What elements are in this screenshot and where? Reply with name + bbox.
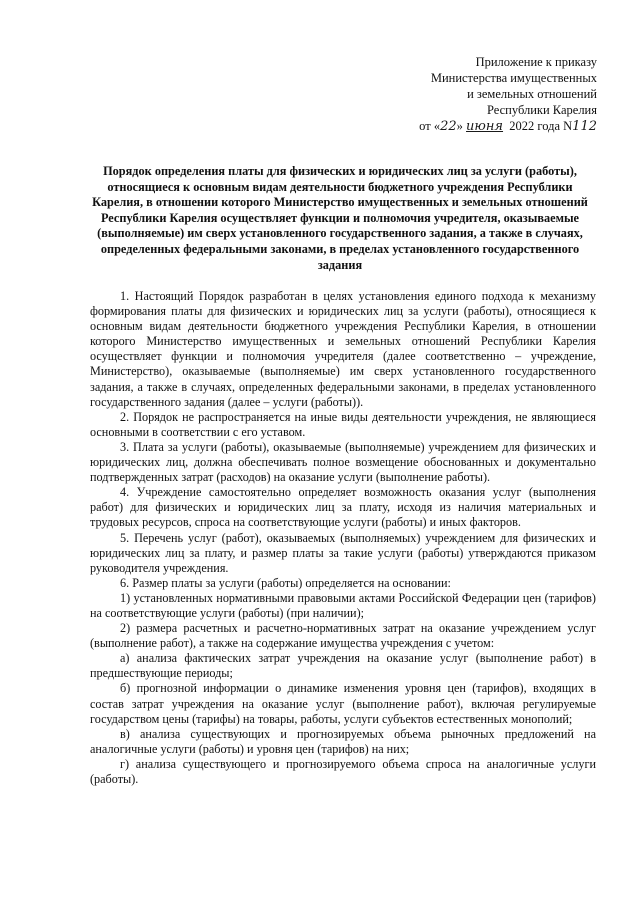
paragraph: г) анализа существующего и прогнозируемого объема спроса на аналогичные услуги (работы).	[90, 756, 596, 786]
paragraph: 6. Размер платы за услуги (работы) определяется на основании:	[120, 575, 451, 590]
document-title: Порядок определения платы для физических и юридических лиц за услуги (работы), относящиеся к основным видам деятельности бюджетного учреждения Республики Карелия, в отношении которого Министерство имущественных и земельных отношений Республики Карелия осуществляет функции и полномочия учредителя, оказываемые (выполняемые) им сверх установленного государственного задания, а также в случаях, определенных федеральными законами, в пределах установленного государственного задания	[92, 164, 588, 272]
handwritten-month: июня	[466, 119, 504, 134]
date-prefix: от «	[419, 119, 441, 133]
order-year: 2022 года N	[509, 119, 573, 133]
paragraph: 1) установленных нормативными правовыми актами Российской Федерации цен (тарифов) на соответствующие услуги (работы) (при наличии);	[90, 590, 596, 620]
paragraph: 4. Учреждение самостоятельно определяет возможность оказания услуг (выполнения работ) для физических и юридических лиц за плату, исходя из наличия материальных и трудовых ресурсов, спроса на соответствующие услуги (работы) и иных факторов.	[90, 485, 596, 530]
paragraph: в) анализа существующих и прогнозируемых объема рыночных предложений на аналогичные услуги (работы) и уровня цен (тарифов) на них;	[90, 726, 596, 756]
handwritten-order-number: 112	[572, 119, 597, 134]
paragraph: 3. Плата за услуги (работы), оказываемые (выполняемые) учреждением для физических и юридических лиц, должна обеспечивать полное возмещение обоснованных и документально подтвержденных затрат (расходов) на оказание услуги (выполнение работы).	[90, 439, 596, 485]
paragraph: 5. Перечень услуг (работ), оказываемых (выполняемых) учреждением для физических и юридических лиц за плату, и размер платы за такие услуги (работы) утверждаются приказом руководителя учреждения.	[90, 530, 596, 575]
appendix-line-1: Приложение к приказу	[475, 55, 597, 69]
appendix-block	[357, 54, 597, 135]
appendix-line-4: Республики Карелия	[486, 103, 597, 117]
document-body	[90, 289, 596, 787]
paragraph: а) анализа фактических затрат учреждения на оказание услуг (выполнение работ) в предшествующие периоды;	[90, 651, 596, 681]
appendix-line-3: и земельных отношений	[467, 87, 597, 101]
handwritten-day: 22	[440, 119, 457, 134]
paragraph: б) прогнозной информации о динамике изменения уровня цен (тарифов), входящих в состав затрат учреждения на оказание услуг (выполнение работ), включая регулируемые государством цены (тарифы) на товары, работы, услуги субъектов естественных монополий;	[90, 681, 596, 726]
order-date-line	[357, 118, 597, 135]
paragraph: 2. Порядок не распространяется на иные виды деятельности учреждения, не являющиеся основными в соответствии с его уставом.	[90, 409, 596, 439]
appendix-line-2: Министерства имущественных	[430, 71, 597, 85]
paragraph: 2) размера расчетных и расчетно-нормативных затрат на оказание учреждением услуг (выполнение работ), а также на содержание имущества учреждения с учетом:	[90, 621, 596, 651]
date-mid: »	[456, 119, 463, 133]
paragraph: 1. Настоящий Порядок разработан в целях установления единого подхода к механизму формирования платы для физических и юридических лиц за услуги (работы), относящиеся к основным видам деятельности бюджетного учреждения Республики Карелия, в отношении которого Министерство имущественных и земельных отношений Республики Карелия осуществляет функции и полномочия учредителя (далее соответственно – учреждение, Министерство), оказываемые (выполняемые) им сверх установленного государственного задания, а также в случаях, определенных федеральными законами, в пределах установленного государственного задания (далее – услуги (работы)).	[90, 289, 596, 409]
